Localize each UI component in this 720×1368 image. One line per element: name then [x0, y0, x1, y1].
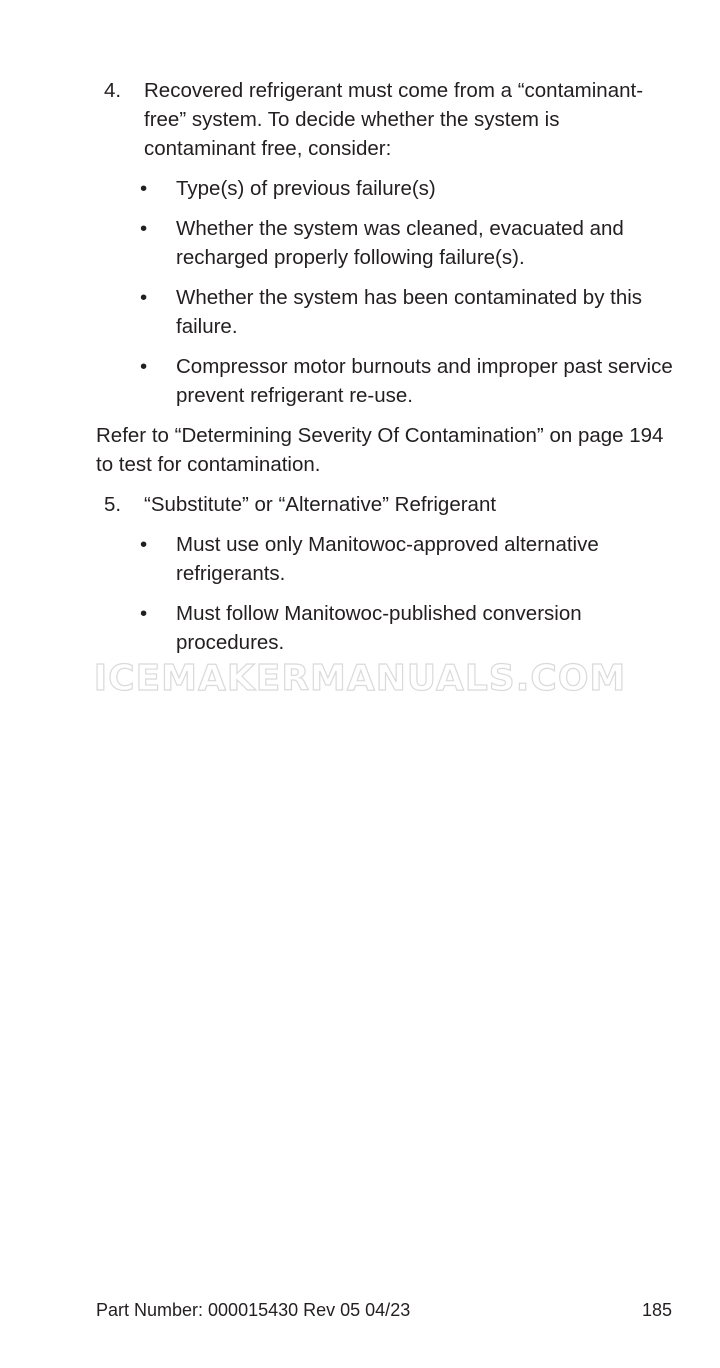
part-number: Part Number: 000015430 Rev 05 04/23 — [96, 1300, 411, 1320]
numbered-item-4 — [96, 76, 676, 163]
bullet-text: Whether the system has been contaminated by this failure. — [176, 286, 643, 338]
list-item — [96, 530, 676, 588]
item-text: “Substitute” or “Alternative” Refrigerant — [144, 493, 497, 516]
list-item — [96, 174, 676, 203]
item-text: Recovered refrigerant must come from a “contaminant-free” system. To decide whether the system is contaminant free, consider: — [144, 79, 644, 160]
bullet-icon: • — [140, 355, 148, 378]
bullet-text: Must use only Manitowoc-approved alternative refrigerants. — [176, 533, 599, 585]
list-item — [96, 352, 676, 410]
page-footer — [96, 1299, 672, 1321]
refer-paragraph: Refer to “Determining Severity Of Contamination” on page 194 to test for contamination. — [96, 424, 664, 476]
item-number: 5. — [104, 493, 122, 516]
bullet-icon: • — [140, 217, 148, 240]
list-item — [96, 599, 676, 657]
bullet-text: Must follow Manitowoc-published conversion procedures. — [176, 602, 582, 654]
bullet-text: Compressor motor burnouts and improper past service prevent refrigerant re-use. — [176, 355, 673, 407]
page-content — [96, 76, 676, 657]
list-item — [96, 283, 676, 341]
bullet-text: Type(s) of previous failure(s) — [176, 177, 436, 200]
item-number: 4. — [104, 79, 122, 102]
bullet-icon: • — [140, 177, 148, 200]
bullet-icon: • — [140, 286, 148, 309]
bullet-text: Whether the system was cleaned, evacuated and recharged properly following failure(s). — [176, 217, 624, 269]
watermark: ICEMAKERMANUALS.COM — [93, 658, 627, 699]
numbered-item-5 — [96, 490, 676, 519]
list-item — [96, 214, 676, 272]
page-number: 185 — [641, 1300, 672, 1320]
bullet-list-item5 — [96, 530, 676, 657]
bullet-icon: • — [140, 533, 148, 556]
bullet-icon: • — [140, 602, 148, 625]
bullet-list-item4 — [96, 174, 676, 410]
